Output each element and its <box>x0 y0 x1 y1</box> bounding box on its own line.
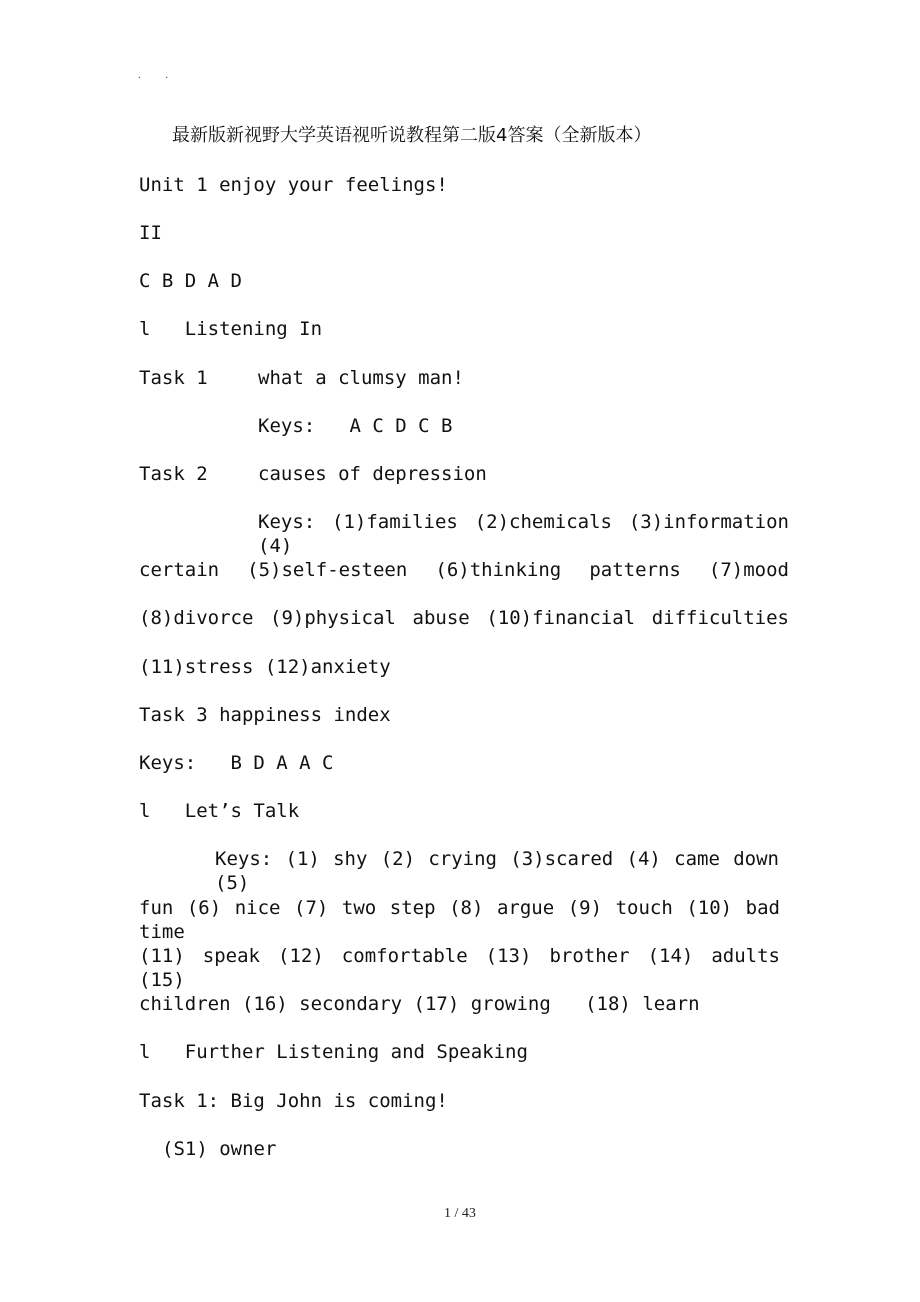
further-task1: Task 1: Big John is coming! <box>139 1090 448 1112</box>
task2-keys-line3: (8)divorce (9)physical abuse (10)financial difficulties <box>139 607 789 629</box>
further-s1: (S1) owner <box>162 1138 277 1160</box>
task2-keys-line4: (11)stress (12)anxiety <box>139 656 391 678</box>
lets-talk-keys-line2: fun (6) nice (7) two step (8) argue (9) touch (10) bad time <box>139 897 780 943</box>
page-number: 1 / 43 <box>444 1206 476 1221</box>
section-ii-answers: C B D A D <box>139 270 242 292</box>
lets-talk-keys-line3: (11) speak (12) comfortable (13) brother (14) adults (15) <box>139 945 780 991</box>
lets-talk-keys-line1: Keys: (1) shy (2) crying (3)scared (4) came down (5) <box>215 848 779 894</box>
task2-keys-line2: certain (5)self-esteen (6)thinking patterns (7)mood <box>139 559 789 581</box>
lets-talk-keys-line4: children (16) secondary (17) growing (18) learn <box>139 993 700 1015</box>
task1-title: what a clumsy man! <box>258 367 464 389</box>
further-heading: l Further Listening and Speaking <box>139 1041 528 1063</box>
document-title: 最新版新视野大学英语视听说教程第二版4答案（全新版本） <box>172 125 652 146</box>
task1-keys: Keys: A C D C B <box>258 415 453 437</box>
task2-label: Task 2 <box>139 463 208 485</box>
section-ii-label: II <box>139 222 162 244</box>
lets-talk-heading: l Let’s Talk <box>139 800 300 822</box>
task2-title: causes of depression <box>258 463 487 485</box>
task3-title: Task 3 happiness index <box>139 704 391 726</box>
task3-keys: Keys: B D A A C <box>139 752 334 774</box>
header-marks: . . <box>138 70 168 81</box>
task2-keys-line1: Keys: (1)families (2)chemicals (3)information (4) <box>258 511 789 557</box>
task1-label: Task 1 <box>139 367 208 389</box>
unit-heading: Unit 1 enjoy your feelings! <box>139 174 448 196</box>
listening-in-heading: l Listening In <box>139 318 323 340</box>
